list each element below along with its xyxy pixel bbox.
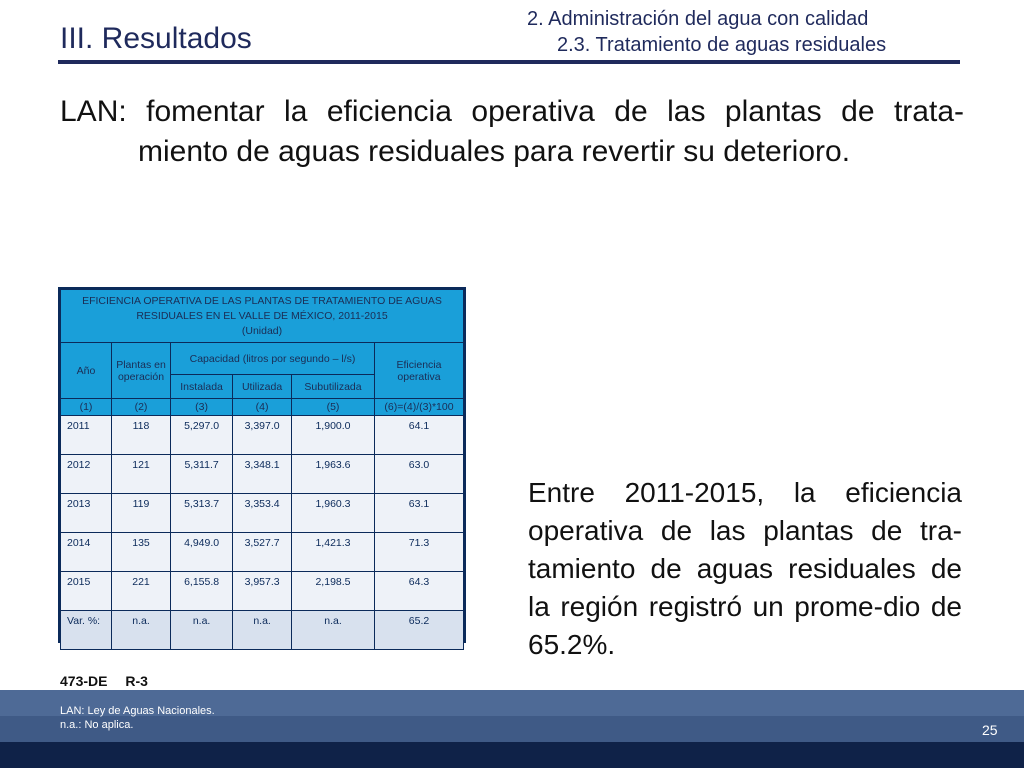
- topic-title: 2. Administración del agua con calidad: [527, 8, 869, 30]
- col-header-capacity: Capacidad (litros por segundo – l/s): [171, 343, 375, 375]
- table-cell: 5,297.0: [171, 416, 233, 455]
- efficiency-table: [58, 287, 466, 643]
- col-number: (2): [112, 399, 171, 416]
- table-cell: 1,421.3: [292, 533, 375, 572]
- col-number: (3): [171, 399, 233, 416]
- table-cell: 221: [112, 572, 171, 611]
- table-cell: 2014: [61, 533, 112, 572]
- table-cell: 3,353.4: [233, 494, 292, 533]
- table-row: [61, 533, 464, 572]
- lan-line-1: LAN: fomentar la eficiencia operativa de las plantas de trata-: [60, 95, 964, 128]
- footnote-na: n.a.: No aplica.: [60, 719, 134, 731]
- table-cell: 1,963.6: [292, 455, 375, 494]
- table-cell: 6,155.8: [171, 572, 233, 611]
- section-title: III. Resultados: [60, 22, 252, 55]
- table-cell: 119: [112, 494, 171, 533]
- summary-paragraph: Entre 2011-2015, la eficiencia operativa de las plantas de tra-tamiento de aguas residuales de la región registró un prome-dio de 65.2%.: [528, 477, 962, 660]
- col-header-year: Año: [61, 343, 112, 399]
- col-header-efficiency: Eficiencia operativa: [375, 343, 464, 399]
- table-cell: 3,957.3: [233, 572, 292, 611]
- footnotes: [60, 704, 215, 732]
- table-cell: 64.3: [375, 572, 464, 611]
- page-number: 25: [982, 722, 998, 738]
- table-cell: 1,900.0: [292, 416, 375, 455]
- table-cell: 4,949.0: [171, 533, 233, 572]
- col-header-plants: Plantas en operación: [112, 343, 171, 399]
- col-number: (6)=(4)/(3)*100: [375, 399, 464, 416]
- table-cell: n.a.: [233, 611, 292, 650]
- table-cell: n.a.: [292, 611, 375, 650]
- table-cell: 3,348.1: [233, 455, 292, 494]
- table-caption-line: EFICIENCIA OPERATIVA DE LAS PLANTAS DE TRATAMIENTO DE AGUAS: [82, 294, 442, 307]
- table-cell: 2,198.5: [292, 572, 375, 611]
- table-cell: 5,313.7: [171, 494, 233, 533]
- table-caption-line: RESIDUALES EN EL VALLE DE MÉXICO, 2011-2015: [136, 309, 388, 322]
- table-row: [61, 572, 464, 611]
- table-cell: 3,527.7: [233, 533, 292, 572]
- table-cell: 5,311.7: [171, 455, 233, 494]
- col-header-underused: Subutilizada: [292, 375, 375, 399]
- lan-line-2: miento de aguas residuales para revertir su deterioro.: [138, 135, 851, 168]
- table-cell: 135: [112, 533, 171, 572]
- table-cell: 64.1: [375, 416, 464, 455]
- table-cell: 1,960.3: [292, 494, 375, 533]
- table-row: [61, 455, 464, 494]
- footnote-lan: LAN: Ley de Aguas Nacionales.: [60, 705, 215, 717]
- table-cell: 2011: [61, 416, 112, 455]
- header-topic: [527, 6, 886, 58]
- table-cell: 2015: [61, 572, 112, 611]
- table-row: [61, 416, 464, 455]
- table-caption: [61, 290, 464, 343]
- table-cell: 71.3: [375, 533, 464, 572]
- col-number: (1): [61, 399, 112, 416]
- table-cell: n.a.: [112, 611, 171, 650]
- subtopic-title: 2.3. Tratamiento de aguas residuales: [557, 34, 887, 56]
- table-cell: 2012: [61, 455, 112, 494]
- col-number: (4): [233, 399, 292, 416]
- document-code: 473-DE R-3: [60, 673, 148, 689]
- col-header-installed: Instalada: [171, 375, 233, 399]
- table-row: [61, 494, 464, 533]
- table-cell: n.a.: [171, 611, 233, 650]
- table-cell: 63.1: [375, 494, 464, 533]
- table-cell: 2013: [61, 494, 112, 533]
- table-cell: 63.0: [375, 455, 464, 494]
- table-cell: Var. %:: [61, 611, 112, 650]
- table-cell: 65.2: [375, 611, 464, 650]
- lan-objective: [60, 92, 964, 172]
- table-cell: 118: [112, 416, 171, 455]
- table-cell: 3,397.0: [233, 416, 292, 455]
- col-header-used: Utilizada: [233, 375, 292, 399]
- col-number: (5): [292, 399, 375, 416]
- table-cell: 121: [112, 455, 171, 494]
- table-row-variation: [61, 611, 464, 650]
- header-divider: [58, 60, 960, 64]
- table-caption-unit: (Unidad): [241, 324, 283, 337]
